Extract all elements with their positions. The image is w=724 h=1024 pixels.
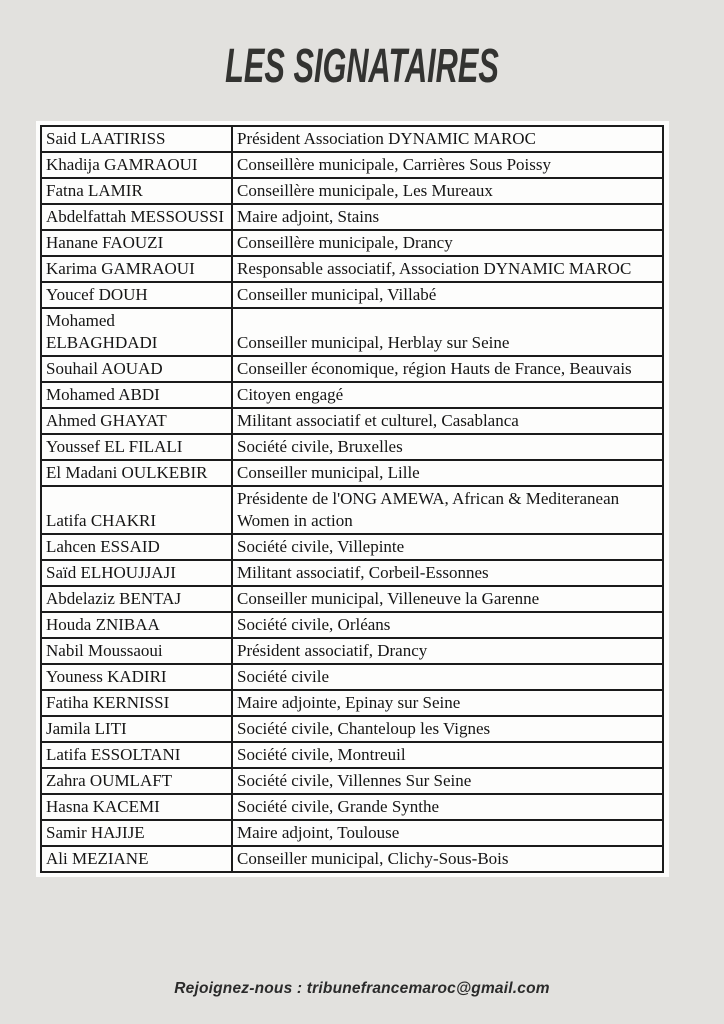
- signatory-role: Société civile, Grande Synthe: [232, 794, 663, 820]
- table-row: [41, 178, 663, 204]
- signatory-role: Société civile: [232, 664, 663, 690]
- signatory-name: Ahmed GHAYAT: [41, 408, 232, 434]
- table-row: [41, 586, 663, 612]
- signatory-role: Conseillère municipale, Drancy: [232, 230, 663, 256]
- table-row: [41, 256, 663, 282]
- table-row: [41, 820, 663, 846]
- table-row: [41, 560, 663, 586]
- signatory-name: Youness KADIRI: [41, 664, 232, 690]
- signatory-role: Conseiller municipal, Clichy-Sous-Bois: [232, 846, 663, 872]
- signatory-name: Latifa CHAKRI: [41, 486, 232, 534]
- signatory-role: Président associatif, Drancy: [232, 638, 663, 664]
- signatory-name: Abdelfattah MESSOUSSI: [41, 204, 232, 230]
- table-row: [41, 382, 663, 408]
- signatory-role: Société civile, Orléans: [232, 612, 663, 638]
- signatory-name: Ali MEZIANE: [41, 846, 232, 872]
- signatory-role: Conseiller municipal, Lille: [232, 460, 663, 486]
- signatory-role: Société civile, Chanteloup les Vignes: [232, 716, 663, 742]
- signatory-role: Militant associatif et culturel, Casablanca: [232, 408, 663, 434]
- page-footer: Rejoignez-nous : tribunefrancemaroc@gmail.com: [174, 980, 550, 997]
- signatory-role: Citoyen engagé: [232, 382, 663, 408]
- table-row: [41, 282, 663, 308]
- signatory-role: Maire adjoint, Toulouse: [232, 820, 663, 846]
- signatory-name: Lahcen ESSAID: [41, 534, 232, 560]
- signatory-role: Conseillère municipale, Carrières Sous Poissy: [232, 152, 663, 178]
- signatory-name: Khadija GAMRAOUI: [41, 152, 232, 178]
- signatory-name: Samir HAJIJE: [41, 820, 232, 846]
- signatory-role: Conseiller économique, région Hauts de France, Beauvais: [232, 356, 663, 382]
- signatory-name: Mohamed ELBAGHDADI: [41, 308, 232, 356]
- signatory-role: Société civile, Montreuil: [232, 742, 663, 768]
- signatory-name: Hanane FAOUZI: [41, 230, 232, 256]
- table-row: [41, 308, 663, 356]
- signatory-name: Mohamed ABDI: [41, 382, 232, 408]
- signatories-table: [40, 125, 664, 873]
- signatory-role: Maire adjoint, Stains: [232, 204, 663, 230]
- table-row: [41, 230, 663, 256]
- signatory-name: Souhail AOUAD: [41, 356, 232, 382]
- signatories-body: [41, 126, 663, 872]
- signatory-role: Conseiller municipal, Herblay sur Seine: [232, 308, 663, 356]
- signatory-name: Fatna LAMIR: [41, 178, 232, 204]
- table-row: [41, 716, 663, 742]
- signatory-role: Maire adjointe, Epinay sur Seine: [232, 690, 663, 716]
- table-row: [41, 356, 663, 382]
- table-row: [41, 690, 663, 716]
- signatory-role: Responsable associatif, Association DYNAMIC MAROC: [232, 256, 663, 282]
- signatory-name: Karima GAMRAOUI: [41, 256, 232, 282]
- signatory-name: Jamila LITI: [41, 716, 232, 742]
- table-row: [41, 460, 663, 486]
- table-row: [41, 612, 663, 638]
- table-row: [41, 434, 663, 460]
- signatory-role: Présidente de l'ONG AMEWA, African & Mediteranean Women in action: [232, 486, 663, 534]
- signatory-name: Latifa ESSOLTANI: [41, 742, 232, 768]
- table-row: [41, 846, 663, 872]
- signatory-role: Conseiller municipal, Villabé: [232, 282, 663, 308]
- table-row: [41, 204, 663, 230]
- table-row: [41, 486, 663, 534]
- signatory-name: Houda ZNIBAA: [41, 612, 232, 638]
- signatory-name: Youcef DOUH: [41, 282, 232, 308]
- table-row: [41, 768, 663, 794]
- signatory-role: Militant associatif, Corbeil-Essonnes: [232, 560, 663, 586]
- page-title: LES SIGNATAIRES: [225, 40, 499, 93]
- signatory-role: Président Association DYNAMIC MAROC: [232, 126, 663, 152]
- signatory-name: Saïd ELHOUJJAJI: [41, 560, 232, 586]
- signatory-name: Youssef EL FILALI: [41, 434, 232, 460]
- table-row: [41, 638, 663, 664]
- table-row: [41, 534, 663, 560]
- table-row: [41, 408, 663, 434]
- signatory-name: Nabil Moussaoui: [41, 638, 232, 664]
- signatory-role: Conseiller municipal, Villeneuve la Garenne: [232, 586, 663, 612]
- signatory-name: Said LAATIRISS: [41, 126, 232, 152]
- signatory-name: Hasna KACEMI: [41, 794, 232, 820]
- table-row: [41, 126, 663, 152]
- signatory-role: Société civile, Villepinte: [232, 534, 663, 560]
- signatory-name: Abdelaziz BENTAJ: [41, 586, 232, 612]
- table-sheet: [36, 121, 669, 877]
- table-row: [41, 152, 663, 178]
- signatory-name: El Madani OULKEBIR: [41, 460, 232, 486]
- table-row: [41, 742, 663, 768]
- table-row: [41, 664, 663, 690]
- signatory-name: Zahra OUMLAFT: [41, 768, 232, 794]
- signatory-role: Société civile, Bruxelles: [232, 434, 663, 460]
- signatory-role: Conseillère municipale, Les Mureaux: [232, 178, 663, 204]
- signatory-name: Fatiha KERNISSI: [41, 690, 232, 716]
- signatory-role: Société civile, Villennes Sur Seine: [232, 768, 663, 794]
- table-row: [41, 794, 663, 820]
